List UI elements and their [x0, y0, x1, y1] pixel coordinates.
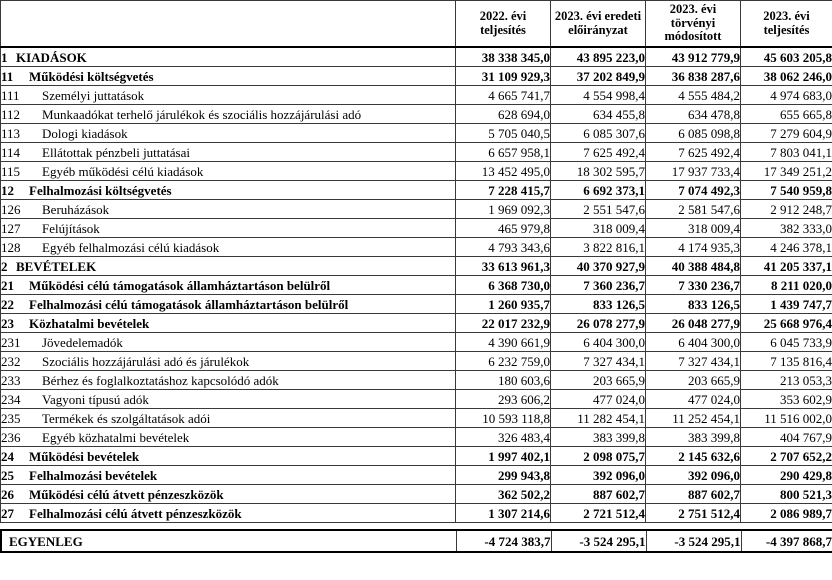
summary-value: -4 397 868,7	[741, 530, 832, 552]
value-cell: 6 692 373,1	[551, 181, 646, 200]
value-cell: 383 399,8	[646, 428, 741, 447]
value-cell: 4 554 998,4	[551, 86, 646, 105]
row-label-cell	[1, 276, 456, 295]
row-label: Felhalmozási bevételek	[29, 467, 158, 483]
row-label-cell	[1, 47, 456, 67]
value-cell: 43 912 779,9	[646, 47, 741, 67]
value-cell: 4 555 484,2	[646, 86, 741, 105]
value-cell: 887 602,7	[646, 485, 741, 504]
value-cell: 2 086 989,7	[741, 504, 832, 523]
value-cell: 1 997 402,1	[456, 447, 551, 466]
value-cell: 628 694,0	[456, 105, 551, 124]
row-label-cell	[1, 352, 456, 371]
row-label: KIADÁSOK	[16, 49, 87, 65]
value-cell: 31 109 929,3	[456, 67, 551, 86]
value-cell: 8 211 020,0	[741, 276, 832, 295]
value-cell: 1 307 214,6	[456, 504, 551, 523]
row-code: 112	[1, 106, 21, 122]
row-label-cell	[1, 219, 456, 238]
row-label-cell	[1, 447, 456, 466]
table-row	[1, 219, 832, 238]
table-row	[1, 352, 832, 371]
value-cell: 383 399,8	[551, 428, 646, 447]
value-cell: 45 603 205,8	[741, 47, 832, 67]
value-cell: 477 024,0	[646, 390, 741, 409]
value-cell: 392 096,0	[646, 466, 741, 485]
table-row	[1, 485, 832, 504]
row-code: 23	[1, 315, 14, 331]
row-code: 111	[1, 87, 20, 103]
row-label: Beruházások	[42, 201, 110, 217]
row-code: 11	[1, 68, 14, 84]
table-row	[1, 428, 832, 447]
row-label: Munkaadókat terhelő járulékok és szociális hozzájárulási adó	[42, 106, 362, 122]
summary-label: EGYENLEG	[1, 530, 456, 552]
table-row	[1, 162, 832, 181]
row-label: BEVÉTELEK	[16, 258, 97, 274]
value-cell: 833 126,5	[646, 295, 741, 314]
table-row	[1, 200, 832, 219]
table-row	[1, 504, 832, 523]
value-cell: 4 246 378,1	[741, 238, 832, 257]
value-cell: 6 085 098,8	[646, 124, 741, 143]
row-label: Működési célú átvett pénzeszközök	[29, 486, 224, 502]
value-cell: 7 803 041,1	[741, 143, 832, 162]
row-label-cell	[1, 504, 456, 523]
table-row	[1, 257, 832, 276]
row-code: 235	[1, 410, 21, 426]
value-cell: 318 009,4	[646, 219, 741, 238]
value-cell: 5 705 040,5	[456, 124, 551, 143]
value-cell: 38 062 246,0	[741, 67, 832, 86]
value-cell: 2 145 632,6	[646, 447, 741, 466]
row-label-cell	[1, 409, 456, 428]
value-cell: 362 502,2	[456, 485, 551, 504]
row-label-cell	[1, 238, 456, 257]
value-cell: 17 937 733,4	[646, 162, 741, 181]
value-cell: 7 360 236,7	[551, 276, 646, 295]
row-label: Egyéb felhalmozási célú kiadások	[42, 239, 220, 255]
value-cell: 2 721 512,4	[551, 504, 646, 523]
value-cell: 7 135 816,4	[741, 352, 832, 371]
row-label: Működési bevételek	[29, 448, 140, 464]
table-row	[1, 238, 832, 257]
row-code: 22	[1, 296, 14, 312]
row-code: 114	[1, 144, 21, 160]
summary-value: -4 724 383,7	[456, 530, 551, 552]
value-cell: 17 349 251,2	[741, 162, 832, 181]
table-row	[1, 47, 832, 67]
value-cell: 7 625 492,4	[551, 143, 646, 162]
value-cell: 25 668 976,4	[741, 314, 832, 333]
table-row	[1, 295, 832, 314]
value-cell: 290 429,8	[741, 466, 832, 485]
row-label: Felhalmozási célú támogatások államháztartáson belülről	[29, 296, 349, 312]
value-cell: 634 478,8	[646, 105, 741, 124]
row-code: 126	[1, 201, 21, 217]
row-code: 113	[1, 125, 21, 141]
row-code: 236	[1, 429, 21, 445]
row-code: 115	[1, 163, 21, 179]
value-cell: 11 516 002,0	[741, 409, 832, 428]
table-row	[1, 181, 832, 200]
value-cell: 38 338 345,0	[456, 47, 551, 67]
summary-value: -3 524 295,1	[551, 530, 646, 552]
row-label: Termékek és szolgáltatások adói	[42, 410, 211, 426]
row-label-cell	[1, 143, 456, 162]
budget-table-body	[1, 47, 832, 523]
row-code: 12	[1, 182, 14, 198]
corner-cell	[1, 1, 456, 48]
value-cell: 7 279 604,9	[741, 124, 832, 143]
column-header-2023-teljesites: 2023. évi teljesítés	[741, 1, 832, 48]
value-cell: 887 602,7	[551, 485, 646, 504]
value-cell: 1 260 935,7	[456, 295, 551, 314]
budget-table-header	[1, 1, 832, 48]
table-row	[1, 124, 832, 143]
value-cell: 13 452 495,0	[456, 162, 551, 181]
value-cell: 6 404 300,0	[646, 333, 741, 352]
value-cell: 353 602,9	[741, 390, 832, 409]
row-code: 24	[1, 448, 14, 464]
value-cell: 37 202 849,9	[551, 67, 646, 86]
value-cell: 7 327 434,1	[551, 352, 646, 371]
row-label-cell	[1, 314, 456, 333]
value-cell: 11 282 454,1	[551, 409, 646, 428]
table-row	[1, 466, 832, 485]
row-label: Bérhez és foglalkoztatáshoz kapcsolódó adók	[42, 372, 279, 388]
value-cell: 655 665,8	[741, 105, 832, 124]
row-code: 128	[1, 239, 21, 255]
row-label: Működési költségvetés	[29, 68, 154, 84]
row-code: 25	[1, 467, 14, 483]
row-code: 1	[1, 49, 8, 65]
value-cell: 10 593 118,8	[456, 409, 551, 428]
summary-row	[1, 530, 832, 552]
row-label-cell	[1, 295, 456, 314]
row-label: Ellátottak pénzbeli juttatásai	[42, 144, 191, 160]
value-cell: 4 974 683,0	[741, 86, 832, 105]
row-code: 232	[1, 353, 21, 369]
value-cell: 7 228 415,7	[456, 181, 551, 200]
value-cell: 40 388 484,8	[646, 257, 741, 276]
value-cell: 6 085 307,6	[551, 124, 646, 143]
row-label-cell	[1, 86, 456, 105]
row-code: 21	[1, 277, 14, 293]
value-cell: 7 327 434,1	[646, 352, 741, 371]
value-cell: 41 205 337,1	[741, 257, 832, 276]
row-label: Működési célú támogatások államháztartáson belülről	[29, 277, 331, 293]
row-label: Dologi kiadások	[42, 125, 128, 141]
value-cell: 2 707 652,2	[741, 447, 832, 466]
value-cell: 1 969 092,3	[456, 200, 551, 219]
value-cell: 2 581 547,6	[646, 200, 741, 219]
value-cell: 2 751 512,4	[646, 504, 741, 523]
value-cell: 22 017 232,9	[456, 314, 551, 333]
row-label: Szociális hozzájárulási adó és járulékok	[42, 353, 250, 369]
table-row	[1, 67, 832, 86]
value-cell: 318 009,4	[551, 219, 646, 238]
row-label-cell	[1, 124, 456, 143]
row-code: 233	[1, 372, 21, 388]
row-label: Egyéb működési célú kiadások	[42, 163, 204, 179]
table-row	[1, 143, 832, 162]
value-cell: 800 521,3	[741, 485, 832, 504]
column-header-2023-eredeti-eloiranyzat: 2023. évi eredeti előirányzat	[551, 1, 646, 48]
value-cell: 11 252 454,1	[646, 409, 741, 428]
value-cell: 18 302 595,7	[551, 162, 646, 181]
value-cell: 4 174 935,3	[646, 238, 741, 257]
row-label-cell	[1, 485, 456, 504]
value-cell: 26 078 277,9	[551, 314, 646, 333]
value-cell: 382 333,0	[741, 219, 832, 238]
summary-table	[0, 529, 832, 553]
value-cell: 6 368 730,0	[456, 276, 551, 295]
value-cell: 2 551 547,6	[551, 200, 646, 219]
table-row	[1, 276, 832, 295]
row-code: 127	[1, 220, 21, 236]
row-label-cell	[1, 466, 456, 485]
header-row	[1, 1, 832, 48]
value-cell: 4 793 343,6	[456, 238, 551, 257]
value-cell: 43 895 223,0	[551, 47, 646, 67]
value-cell: 404 767,9	[741, 428, 832, 447]
table-row	[1, 447, 832, 466]
value-cell: 477 024,0	[551, 390, 646, 409]
row-code: 27	[1, 505, 14, 521]
row-label-cell	[1, 181, 456, 200]
row-label-cell	[1, 371, 456, 390]
row-code: 234	[1, 391, 21, 407]
summary-value: -3 524 295,1	[646, 530, 741, 552]
table-row	[1, 314, 832, 333]
value-cell: 392 096,0	[551, 466, 646, 485]
row-label-cell	[1, 105, 456, 124]
value-cell: 180 603,6	[456, 371, 551, 390]
value-cell: 2 912 248,7	[741, 200, 832, 219]
row-label-cell	[1, 200, 456, 219]
value-cell: 203 665,9	[551, 371, 646, 390]
value-cell: 7 625 492,4	[646, 143, 741, 162]
value-cell: 1 439 747,7	[741, 295, 832, 314]
value-cell: 465 979,8	[456, 219, 551, 238]
row-label: Felhalmozási költségvetés	[29, 182, 172, 198]
value-cell: 6 657 958,1	[456, 143, 551, 162]
value-cell: 6 045 733,9	[741, 333, 832, 352]
value-cell: 7 540 959,8	[741, 181, 832, 200]
row-label-cell	[1, 162, 456, 181]
value-cell: 7 330 236,7	[646, 276, 741, 295]
value-cell: 213 053,3	[741, 371, 832, 390]
table-row	[1, 371, 832, 390]
row-label-cell	[1, 333, 456, 352]
value-cell: 2 098 075,7	[551, 447, 646, 466]
row-label: Személyi juttatások	[42, 87, 145, 103]
value-cell: 293 606,2	[456, 390, 551, 409]
value-cell: 36 838 287,6	[646, 67, 741, 86]
value-cell: 4 390 661,9	[456, 333, 551, 352]
value-cell: 203 665,9	[646, 371, 741, 390]
row-code: 26	[1, 486, 14, 502]
value-cell: 3 822 816,1	[551, 238, 646, 257]
column-header-2023-torvenyi-modositott: 2023. évi törvényi módosított	[646, 1, 741, 48]
row-code: 231	[1, 334, 21, 350]
row-code: 2	[1, 258, 8, 274]
value-cell: 634 455,8	[551, 105, 646, 124]
row-label: Jövedelemadók	[42, 334, 123, 350]
value-cell: 326 483,4	[456, 428, 551, 447]
value-cell: 6 232 759,0	[456, 352, 551, 371]
table-row	[1, 409, 832, 428]
value-cell: 26 048 277,9	[646, 314, 741, 333]
table-row	[1, 105, 832, 124]
column-header-2022-teljesites: 2022. évi teljesítés	[456, 1, 551, 48]
value-cell: 4 665 741,7	[456, 86, 551, 105]
row-label-cell	[1, 428, 456, 447]
row-label: Felhalmozási célú átvett pénzeszközök	[29, 505, 242, 521]
row-label: Közhatalmi bevételek	[29, 315, 150, 331]
row-label: Egyéb közhatalmi bevételek	[42, 429, 190, 445]
value-cell: 6 404 300,0	[551, 333, 646, 352]
table-row	[1, 333, 832, 352]
row-label: Felújítások	[42, 220, 100, 236]
row-label-cell	[1, 67, 456, 86]
value-cell: 40 370 927,9	[551, 257, 646, 276]
row-label-cell	[1, 390, 456, 409]
table-row	[1, 86, 832, 105]
row-label: Vagyoni típusú adók	[42, 391, 149, 407]
value-cell: 833 126,5	[551, 295, 646, 314]
value-cell: 299 943,8	[456, 466, 551, 485]
value-cell: 33 613 961,3	[456, 257, 551, 276]
table-row	[1, 390, 832, 409]
row-label-cell	[1, 257, 456, 276]
value-cell: 7 074 492,3	[646, 181, 741, 200]
